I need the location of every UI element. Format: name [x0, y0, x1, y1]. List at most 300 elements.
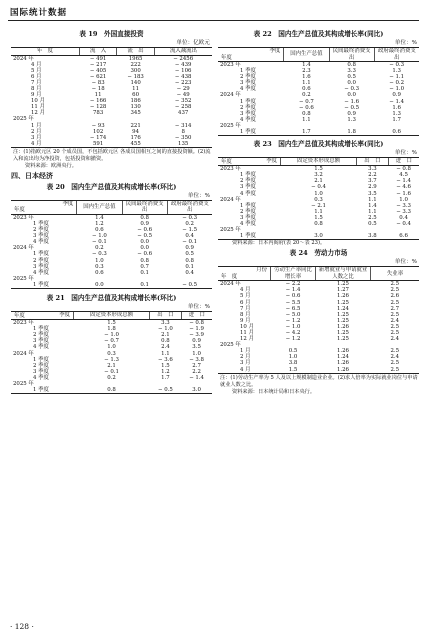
row-label: 2025 年 [220, 227, 241, 234]
table-cell: 1.0 [314, 190, 323, 197]
table-cell: 1.24 [336, 354, 349, 361]
table-row [218, 367, 419, 374]
table-cell: 1.26 [336, 323, 349, 330]
table-cell: 60 [132, 92, 140, 99]
table-cell: − 0.5 [137, 233, 153, 240]
row-label: 3 季度 [33, 368, 49, 375]
table-cell: − 166 [89, 98, 107, 105]
table-row [218, 233, 419, 240]
table-cell: − 93 [91, 122, 105, 129]
table-cell: − 0.6 [285, 293, 301, 300]
table-cell: 1.0 [192, 350, 201, 357]
table-cell: 130 [130, 104, 141, 111]
table-cell: − 1.6 [396, 190, 411, 197]
row-label: 3 月 [240, 360, 251, 367]
table-cell: 1.1 [368, 196, 377, 203]
row-label: 2 季度 [33, 362, 49, 369]
row-label: 2023 年 [220, 166, 241, 173]
row-label: 1 季度 [240, 172, 256, 179]
table-24-title: 表 24 劳动力市场 [289, 249, 348, 258]
table-21 [11, 311, 212, 394]
col-imports: 进 口 [388, 158, 419, 166]
table-cell: 1.5 [107, 320, 116, 327]
table-cell: 2.1 [107, 362, 116, 369]
col-imports: 进 口 [181, 312, 212, 320]
table-21-unit: 单位：% [187, 304, 210, 311]
table-cell: 2.5 [390, 360, 400, 367]
table-row [11, 387, 212, 394]
row-label: 2025 年 [220, 122, 241, 129]
table-cell: 1.0 [95, 257, 104, 264]
col-jobs-ratio: 新增就业与申请就业人数之比 [316, 267, 371, 281]
row-label: 4 季度 [33, 374, 49, 381]
row-label: 2024 年 [220, 92, 241, 99]
col-year-quarter [11, 312, 74, 320]
table-cell: 2.5 [390, 330, 400, 336]
col-gfcf: 固定资本形成总额 [281, 158, 357, 166]
row-label: 2 季度 [240, 178, 256, 185]
col-year-quarter [218, 158, 281, 166]
table-cell: 0.6 [95, 269, 104, 276]
table-cell: 1.8 [329, 129, 374, 136]
table-cell: 3.3 [347, 68, 356, 75]
running-title: 国际统计数据 [10, 8, 68, 18]
row-label: 3 季度 [240, 110, 256, 117]
table-cell: 455 [117, 141, 155, 148]
table-cell: − 0.3 [344, 86, 360, 93]
row-label: 2025 年 [13, 275, 34, 282]
table-cell: 11 月 [31, 104, 45, 111]
table-cell: 4 月 [31, 61, 42, 68]
row-label: 1 季度 [33, 326, 49, 333]
table-cell: 300 [130, 67, 141, 74]
table-cell: 0.0 [140, 245, 149, 252]
table-cell: 6 月 [31, 73, 42, 80]
table-cell: 176 [130, 134, 141, 141]
row-label: 1 季度 [218, 233, 281, 240]
table-22-title: 表 22 国内生产总值及其构成增长率(同比) [253, 30, 384, 38]
table-cell: 0.2 [95, 245, 104, 252]
table-cell: − 3.3 [396, 202, 411, 209]
table-cell: 1.1 [314, 208, 323, 215]
table-cell: 2.1 [314, 178, 323, 185]
table-cell: − 0.3 [91, 251, 107, 258]
row-label: 2 季度 [240, 74, 256, 81]
table-cell: − 0.7 [298, 98, 314, 105]
table-cell: 3.2 [314, 172, 323, 179]
table-cell: 1.26 [336, 293, 349, 300]
table-cell: − 438 [174, 73, 192, 80]
table-cell: 1.25 [336, 317, 349, 324]
table-cell: 0.0 [77, 282, 122, 289]
table-cell: 3.8 [357, 233, 389, 240]
row-label: 3 季度 [33, 233, 49, 240]
table-cell: 1965 [128, 55, 143, 62]
table-cell: 0.8 [347, 62, 356, 68]
table-cell: 140 [130, 79, 141, 86]
col-private-consumption: 民间最终消费支出 [329, 48, 374, 62]
table-cell: 1.1 [161, 350, 170, 357]
table-cell: 1.5 [314, 214, 323, 221]
table-19-unit: 单位：亿欧元 [176, 40, 210, 46]
col-gdp: 国内生产总值 [284, 48, 329, 62]
table-20-title: 表 20 国内生产总值及其构成增长率(环比) [46, 182, 177, 191]
row-label: 8 月 [240, 311, 251, 318]
table-cell: − 2.2 [285, 281, 301, 288]
table-cell: 2.2 [368, 172, 377, 179]
table-cell: 1.5 [314, 166, 323, 173]
table-cell: 2.5 [368, 214, 377, 221]
row-label: 2024 年 [220, 281, 241, 288]
table-cell: 2025 年 [13, 116, 34, 123]
table-cell: 3.5 [192, 344, 201, 351]
table-cell: 3.0 [181, 387, 212, 394]
col-private-consumption: 民间最终消费支出 [122, 200, 167, 214]
row-label: 10 月 [240, 323, 254, 330]
table-cell: 1.7 [392, 116, 401, 123]
table-row [11, 55, 212, 62]
table-cell: 11 [94, 92, 102, 99]
table-cell: 10 月 [31, 98, 45, 105]
table-cell: 1.26 [316, 367, 371, 374]
table-cell: 0.5 [288, 348, 298, 355]
table-cell: 2.6 [390, 293, 400, 300]
table-cell: 0.3 [314, 196, 323, 203]
row-label: 6 月 [240, 299, 251, 306]
table-cell: 1.8 [107, 326, 116, 333]
table-cell: 2.5 [390, 287, 400, 294]
row-label: 4 季度 [33, 344, 49, 351]
table-cell: 0.1 [122, 282, 167, 289]
row-label: 4 季度 [33, 269, 49, 276]
table-cell: − 0.3 [182, 214, 198, 221]
table-cell: − 0.6 [298, 104, 314, 111]
row-label: 1 季度 [218, 129, 284, 136]
table-cell: 1.25 [336, 330, 349, 336]
table-cell: 3.3 [161, 320, 170, 327]
table-cell: − 217 [89, 61, 107, 68]
table-cell: 0.9 [185, 245, 194, 252]
row-label: 4 月 [218, 367, 271, 374]
table-cell: 3.5 [368, 190, 377, 197]
row-label: 5 月 [240, 293, 251, 300]
table-cell: 1.25 [336, 311, 349, 318]
table-cell: − 0.6 [137, 227, 153, 234]
table-cell: 8 [181, 128, 185, 135]
table-24-unit: 单位：% [394, 259, 417, 266]
table-cell: 0.9 [140, 221, 149, 227]
table-cell: − 128 [89, 104, 107, 111]
table-21-title: 表 21 国内生产总值及其构成增长率(环比) [46, 294, 177, 303]
row-label: 2023 年 [220, 62, 241, 68]
table-cell: − 174 [89, 134, 107, 141]
col-quarter: 季度 [269, 48, 281, 54]
table-cell: − 352 [174, 98, 192, 105]
table-cell: 0.2 [107, 374, 116, 381]
col-gov-consumption: 政府最终消费支出 [167, 200, 212, 214]
row-label: 2 季度 [240, 104, 256, 111]
table-cell: 0.6 [302, 86, 311, 93]
row-label: 3 季度 [33, 263, 49, 270]
table-cell: 94 [132, 128, 140, 135]
table-cell: − 0.3 [389, 62, 405, 68]
table-cell: − 223 [174, 79, 192, 86]
col-quarter: 季度 [266, 158, 277, 165]
table-row [11, 141, 212, 148]
table-cell: 0.4 [185, 269, 194, 276]
col-year: 年度 [221, 54, 232, 61]
table-cell: 3.8 [288, 360, 298, 367]
header-rule [8, 20, 419, 21]
table-cell: 2.4 [390, 336, 400, 343]
table-cell: 0.0 [347, 92, 356, 99]
row-label: 1 季度 [33, 251, 49, 258]
table-cell: − 0.5 [150, 387, 182, 394]
col-year-quarter [218, 48, 284, 62]
table-cell: 1.5 [161, 362, 170, 369]
table-cell: 0.9 [192, 338, 201, 345]
table-cell: 2.4 [390, 354, 400, 361]
table-cell: 3.7 [368, 178, 377, 185]
table-cell: − 314 [174, 122, 192, 129]
table-cell: 0.8 [140, 214, 149, 221]
table-cell: 1.27 [336, 287, 349, 294]
table-cell: − 1.9 [189, 326, 204, 333]
table-cell: 222 [130, 61, 141, 68]
table-cell: 0.6 [374, 129, 419, 136]
col-year: 年度 [14, 207, 25, 214]
table-cell: 2.5 [371, 367, 420, 374]
row-label: 1 季度 [240, 202, 256, 209]
table-row [11, 214, 212, 221]
table-cell: 2.5 [390, 281, 400, 288]
table-cell: − 1.0 [91, 233, 107, 240]
table-cell: 1.0 [399, 196, 408, 203]
table-cell: 186 [130, 98, 141, 105]
table-cell: 0.4 [185, 233, 194, 240]
row-label: 2023 年 [13, 320, 34, 327]
table-cell: − 83 [91, 79, 105, 86]
table-cell: 1.26 [336, 348, 349, 355]
col-year: 年度 [221, 158, 232, 165]
col-gov-consumption: 政府最终消费支出 [374, 48, 419, 62]
table-cell: − 0.8 [189, 320, 204, 327]
table-cell: − 0.1 [182, 239, 198, 246]
table-cell: 783 [92, 110, 104, 117]
table-cell: 1.4 [302, 62, 311, 68]
table-cell: 345 [130, 110, 141, 117]
table-cell: 0.5 [368, 220, 377, 227]
table-cell: 2.7 [390, 305, 400, 312]
col-net: 流入减流出 [154, 48, 212, 56]
table-21-body [11, 320, 212, 394]
table-cell: − 258 [174, 104, 192, 111]
table-cell: 0.0 [347, 80, 356, 87]
table-20 [11, 200, 212, 289]
table-20-body [11, 214, 212, 288]
table-cell: 1.25 [336, 299, 349, 306]
row-label: 2 季度 [33, 332, 49, 339]
row-label: 9 月 [240, 317, 251, 324]
table-cell: 0.9 [347, 110, 356, 117]
table-cell: 2 月 [31, 128, 42, 135]
table-cell: 1.4 [95, 214, 104, 221]
table-cell: 0.9 [392, 92, 401, 99]
col-gfcf: 固定资本形成总额 [74, 312, 150, 320]
table-cell: 1.25 [336, 336, 349, 343]
table-cell: 1.0 [107, 344, 116, 351]
table-22-body [218, 62, 419, 136]
col-productivity: 劳动生产率同比增长率 [271, 267, 316, 281]
row-label: 3 季度 [240, 214, 256, 221]
table-23-source: 资料来源：日本内阁府(表 20～表 23)。 [232, 240, 326, 247]
right-column [218, 28, 419, 396]
col-exports: 出 口 [357, 158, 389, 166]
table-cell: 4.5 [399, 172, 408, 179]
table-cell: 8 月 [31, 85, 42, 92]
col-month: 月份 [256, 267, 267, 274]
table-19 [11, 47, 212, 148]
table-cell: 591 [79, 141, 117, 148]
table-cell: 2.2 [192, 368, 201, 375]
table-cell: − 0.2 [389, 80, 405, 87]
table-cell: − 350 [174, 134, 192, 141]
table-cell: 0.8 [302, 110, 311, 117]
table-cell: − 1.5 [182, 227, 198, 234]
col-outflow: 流 出 [117, 48, 155, 56]
table-cell: 0.2 [185, 221, 194, 227]
row-label: 3 季度 [240, 80, 256, 87]
table-cell: 2.5 [390, 311, 400, 318]
table-cell: − 0.6 [137, 251, 153, 258]
table-row [11, 282, 212, 289]
table-cell: 2.7 [192, 362, 201, 369]
section-heading: 四、日本经济 [11, 170, 53, 180]
table-23-body [218, 166, 419, 240]
table-cell: − 1.4 [389, 98, 405, 105]
table-cell: 1.25 [336, 281, 349, 288]
row-label: 11 月 [240, 330, 254, 336]
table-cell: − 1.4 [396, 178, 411, 185]
row-label: 2 季度 [33, 227, 49, 234]
row-label: 12 月 [240, 336, 254, 343]
table-cell: − 0.7 [104, 338, 119, 345]
table-cell: − 183 [127, 73, 144, 80]
table-cell: 1.4 [368, 202, 377, 209]
table-cell: − 0.8 [396, 166, 411, 173]
col-year: 年度 [14, 312, 25, 319]
table-cell: 5 月 [31, 67, 42, 74]
table-cell: − 2456 [173, 55, 194, 62]
table-cell: 1.3 [347, 116, 356, 123]
table-cell: 1.1 [302, 80, 311, 87]
table-cell: 1.6 [392, 104, 401, 111]
row-label: 1 季度 [240, 98, 256, 105]
table-cell: − 3.8 [189, 356, 204, 363]
table-cell: 1.2 [161, 368, 170, 375]
table-cell: − 106 [174, 67, 192, 74]
table-cell: 1.1 [302, 116, 311, 123]
table-cell: 4 月 [11, 141, 79, 148]
table-cell: 0.7 [140, 263, 149, 270]
table-cell: 221 [130, 122, 141, 129]
row-label: 4 季度 [33, 239, 49, 246]
table-cell: 1.0 [288, 354, 298, 361]
table-cell: 1.2 [95, 221, 104, 227]
col-year: 年 度 [221, 273, 238, 280]
table-cell: 135 [154, 141, 212, 148]
row-label: 4 季度 [240, 116, 256, 123]
row-label: 2024 年 [220, 196, 241, 203]
table-19-note: 注：(1)指欧元区 20 个成员国，不包括欧元区 各成员国相互之间的直接投资额。(2)流入和流出均为净投资，包括投资和撤资。 [13, 148, 211, 162]
table-19-title: 表 19 外国直接投资 [79, 30, 144, 38]
table-cell: − 0.1 [91, 239, 107, 246]
row-label: 1 月 [240, 348, 251, 355]
col-exports: 出 口 [150, 312, 182, 320]
table-19-source: 资料来源：欧洲央行。 [25, 162, 77, 169]
table-cell: − 18 [91, 85, 105, 92]
table-20-unit: 单位：% [187, 192, 210, 199]
table-cell: 9 月 [31, 92, 42, 99]
row-label: 2023 年 [13, 214, 34, 221]
table-cell: − 4.2 [285, 330, 301, 336]
table-cell: − 3.6 [157, 356, 173, 363]
table-cell: 0.5 [185, 251, 194, 258]
row-label: 4 季度 [240, 220, 256, 227]
table-cell: − 1.1 [389, 74, 405, 81]
table-23-title: 表 23 国内生产总值及其构成增长率(同比) [253, 140, 384, 149]
table-cell: 1.26 [336, 360, 349, 367]
table-cell: 3.3 [368, 166, 377, 173]
table-cell: 0.3 [107, 350, 116, 357]
table-cell: 2.9 [368, 184, 377, 191]
table-cell: 2.5 [390, 323, 400, 330]
table-cell: 0.1 [185, 263, 194, 270]
row-label: 3 季度 [240, 184, 256, 191]
table-cell: 2.3 [302, 68, 311, 75]
table-cell: − 1.2 [285, 336, 301, 343]
table-24-note: 注：(1)劳动生产率为 5 人及以上规模制造业企业。(2)求人倍率为实际就业岗位与申请就业人数之比。 [220, 374, 418, 388]
table-cell: − 1.6 [344, 98, 360, 105]
row-label: 2025 年 [220, 342, 241, 349]
table-cell: − 49 [176, 92, 190, 99]
table-cell: − 3.3 [396, 208, 411, 215]
table-22-unit: 单位：% [394, 40, 417, 46]
table-cell: − 491 [89, 55, 107, 62]
table-cell: 1.3 [392, 110, 401, 117]
table-cell: 102 [92, 128, 104, 135]
table-cell: 2.4 [390, 317, 400, 324]
table-cell: 3.0 [281, 233, 357, 240]
table-cell: 1.6 [302, 74, 311, 81]
table-row [218, 129, 419, 136]
table-cell: 1.3 [392, 68, 401, 75]
table-cell: 12 月 [31, 110, 45, 117]
col-gdp: 国内生产总值 [77, 200, 122, 214]
table-cell: − 1.0 [104, 332, 119, 339]
row-label: 4 季度 [240, 86, 256, 93]
table-cell: − 1.4 [285, 287, 301, 294]
row-label: 2024 年 [13, 350, 34, 357]
table-cell: 11 [132, 85, 140, 92]
table-24-source: 资料来源：日本统计局和日本央行。 [232, 388, 316, 395]
table-cell: 6.6 [388, 233, 419, 240]
table-cell: 1.7 [284, 129, 329, 136]
left-column [11, 28, 212, 394]
row-label: 1 季度 [33, 221, 49, 227]
table-22 [218, 47, 419, 136]
table-cell: − 0.4 [396, 220, 411, 227]
